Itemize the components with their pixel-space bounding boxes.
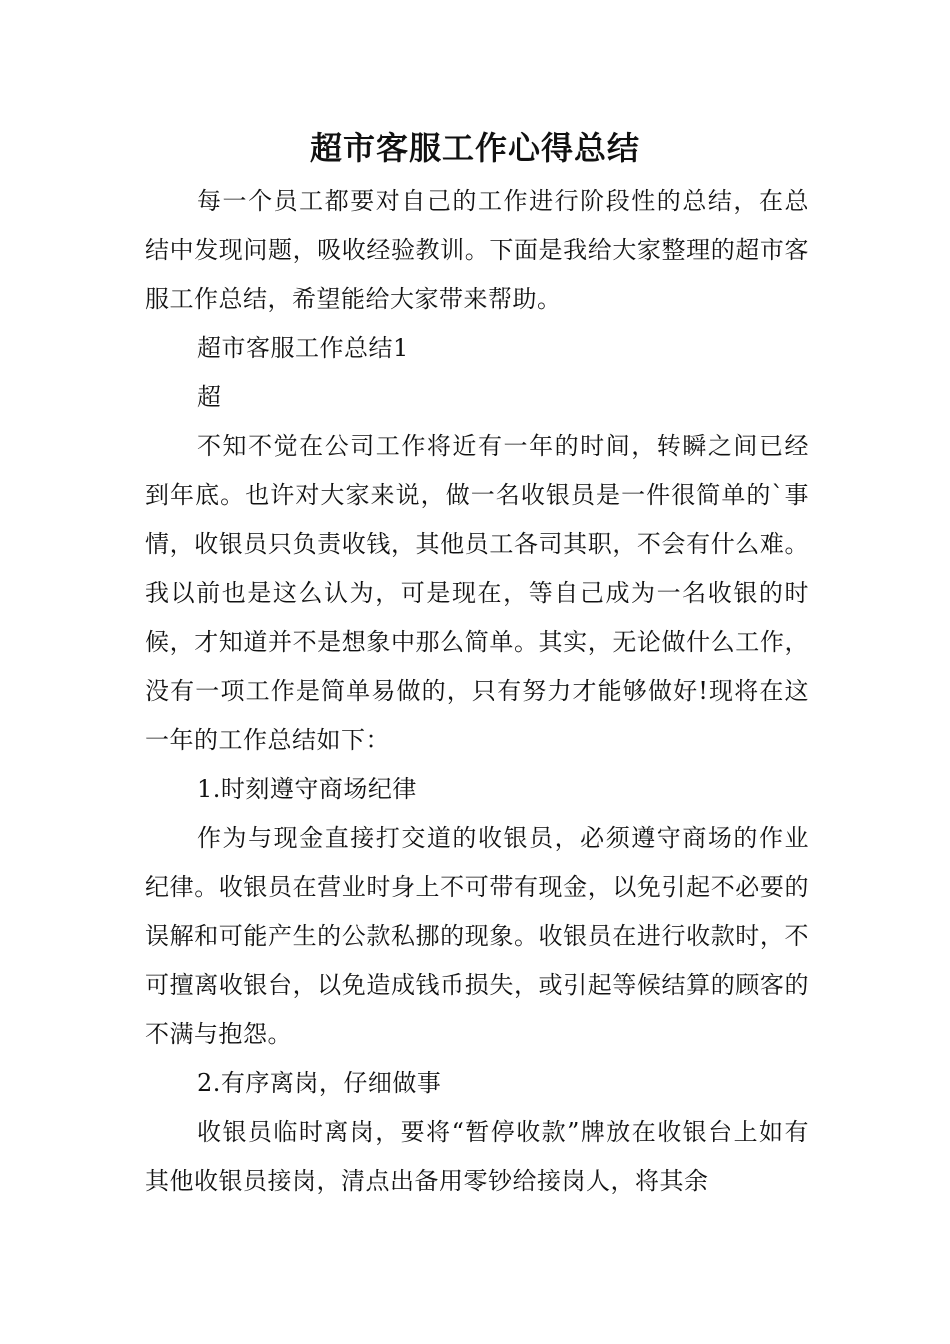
document-title: 超市客服工作心得总结 — [309, 129, 640, 167]
body-paragraph: 不知不觉在公司工作将近有一年的时间，转瞬之间已经到年底。也许对大家来说，做一名收银员是一件很简单的`事情，收银员只负责收钱，其他员工各司其职，不会有什么难。我以前也是这么认为，可是现在，等自己成为一名收银的时候，才知道并不是想象中那么简单。其实，无论做什么工作，没有一项工作是简单易做的，只有努力才能够做好!现将在这一年的工作总结如下： — [145, 432, 809, 754]
intro-paragraph: 每一个员工都要对自己的工作进行阶段性的总结，在总结中发现问题，吸收经验教训。下面是我给大家整理的超市客服工作总结，希望能给大家带来帮助。 — [145, 187, 809, 313]
section-heading-discipline: 1.时刻遵守商场纪律 — [197, 775, 417, 803]
document-body — [145, 177, 809, 1206]
section-heading-summary-1: 超市客服工作总结1 — [197, 334, 409, 362]
body-paragraph: 收银员临时离岗，要将“暂停收款”牌放在收银台上如有其他收银员接岗，清点出备用零钞给接岗人，将其余 — [145, 1118, 809, 1195]
body-paragraph: 作为与现金直接打交道的收银员，必须遵守商场的作业纪律。收银员在营业时身上不可带有现金，以免引起不必要的误解和可能产生的公款私挪的现象。收银员在进行收款时，不可擅离收银台，以免造成钱币损失，或引起等候结算的顾客的不满与抱怨。 — [145, 824, 809, 1048]
section-heading-leave-post: 2.有序离岗，仔细做事 — [197, 1069, 442, 1097]
paragraph-fragment: 超 — [197, 383, 222, 411]
